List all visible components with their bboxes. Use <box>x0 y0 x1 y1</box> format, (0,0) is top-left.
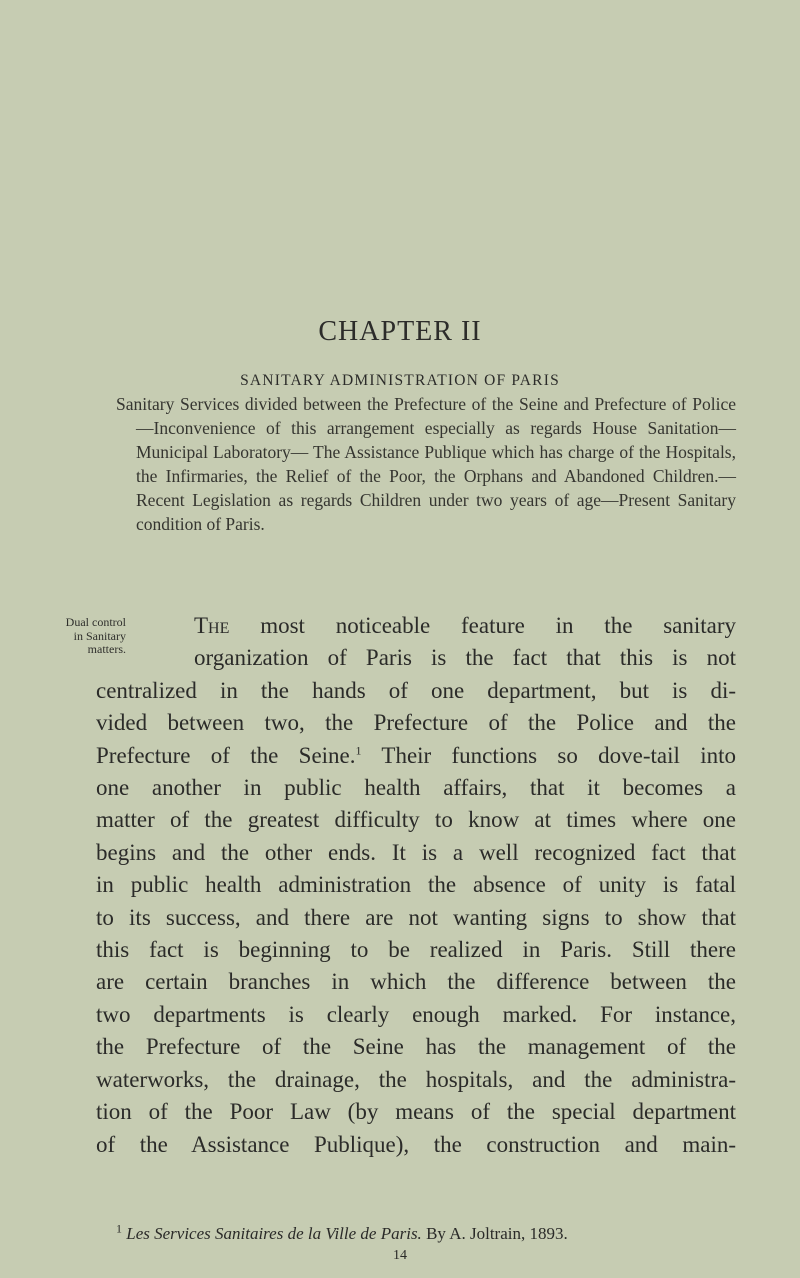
footnote-ref: 1 <box>355 742 362 757</box>
body-line: vided between two, the Prefecture of the Police and the <box>96 710 736 736</box>
margin-note-line: matters. <box>87 642 126 656</box>
body-line: matter of the greatest difficulty to know at times where one <box>96 807 736 833</box>
body-line: one another in public health affairs, that it becomes a <box>96 775 736 801</box>
body-line: in public health administration the absence of unity is fatal <box>96 872 736 898</box>
body-line: of the Assistance Publique), the construction and main- <box>96 1131 736 1157</box>
page-number: 14 <box>393 1248 407 1263</box>
margin-note-line: in Sanitary <box>73 628 126 643</box>
body-line: tion of the Poor Law (by means of the special department <box>96 1099 736 1125</box>
margin-note-line: Dual control <box>65 615 126 629</box>
body-text <box>96 610 736 1161</box>
body-line: the Prefecture of the Seine has the management of the <box>96 1034 736 1060</box>
footnote-title: Les Services Sanitaires de la Ville de Paris. <box>126 1224 422 1243</box>
body-line: The most noticeable feature in the sanitary <box>194 613 736 638</box>
body-line: organization of Paris is the fact that this is not <box>194 645 736 671</box>
chapter-subtitle: SANITARY ADMINISTRATION OF PARIS <box>240 372 560 389</box>
lead-word: The <box>194 613 230 638</box>
body-line: centralized in the hands of one department, but is di- <box>96 677 736 703</box>
body-line: to its success, and there are not wanting signs to show that <box>96 904 736 930</box>
body-line: two departments is clearly enough marked. For instance, <box>96 1001 736 1027</box>
footnote-marker: 1 <box>116 1221 122 1236</box>
body-line: Prefecture of the Seine.$^1$ Their functions so dove-tail into <box>96 742 736 768</box>
body-line: waterworks, the drainage, the hospitals, and the administra- <box>96 1066 736 1092</box>
footnote-rest: By A. Joltrain, 1893. <box>421 1224 568 1243</box>
footnote <box>116 1221 736 1244</box>
body-line: are certain branches in which the difference between the <box>96 969 736 995</box>
body-line: this fact is beginning to be realized in Paris. Still there <box>96 937 736 963</box>
chapter-heading: CHAPTER II <box>318 316 482 347</box>
chapter-summary: Sanitary Services divided between the Prefecture of the Seine and Prefecture of Police—Inconvenience of this arrangement especially as regards House Sanitation—Municipal Laboratory— The Assistance Publique which has charge of the Hospitals, the Infirmaries, the Relief of the Poor, the Orphans and Abandoned Children.— Recent Legislation as regards Children under two years of age—Present Sanitary condition of Paris. <box>116 394 736 534</box>
body-line: begins and the other ends. It is a well recognized fact that <box>96 839 736 865</box>
